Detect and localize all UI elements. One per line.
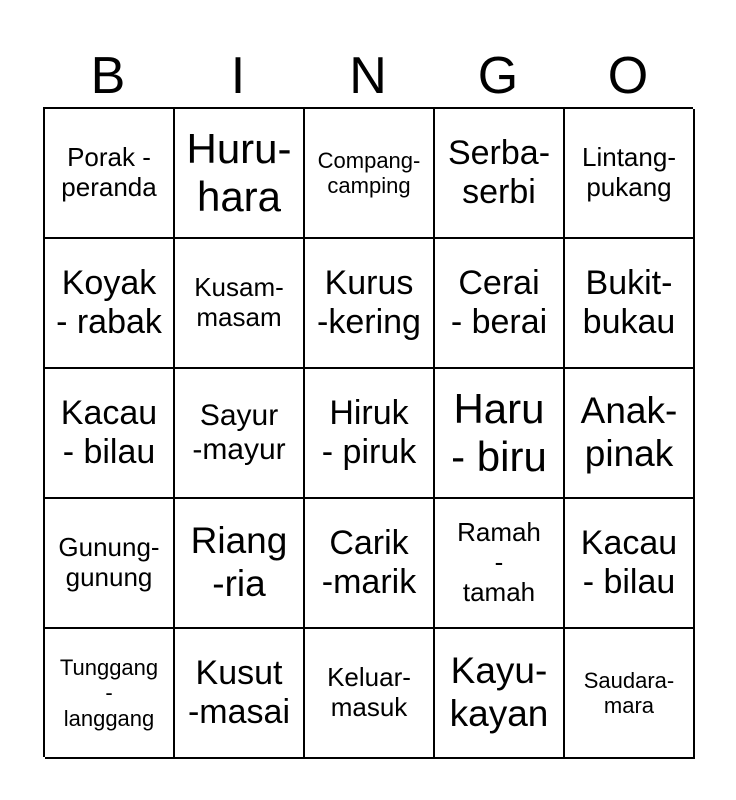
header-letter-b: B — [90, 47, 126, 105]
cell-text: Saudara- mara — [583, 667, 675, 718]
bingo-cell[interactable] — [305, 239, 435, 369]
bingo-cell[interactable] — [305, 109, 435, 239]
bingo-cell[interactable] — [565, 369, 695, 499]
bingo-cell[interactable] — [45, 239, 175, 369]
cell-text: Kacau - bilau — [580, 523, 678, 601]
cell-text: Hiruk - piruk — [321, 393, 417, 471]
cell-text: Kusut -masai — [187, 653, 291, 731]
bingo-cell[interactable] — [435, 109, 565, 239]
bingo-cell[interactable] — [565, 499, 695, 629]
header-letter-n: N — [349, 47, 387, 105]
header-letter-o: O — [607, 47, 649, 105]
bingo-cell[interactable] — [45, 109, 175, 239]
bingo-cell[interactable] — [45, 499, 175, 629]
bingo-cell[interactable] — [305, 499, 435, 629]
header-letter-g: G — [477, 47, 519, 105]
cell-text: Anak- pinak — [580, 390, 678, 474]
bingo-cell[interactable] — [435, 239, 565, 369]
bingo-cell[interactable] — [435, 369, 565, 499]
bingo-cell[interactable] — [175, 239, 305, 369]
bingo-cell[interactable] — [175, 109, 305, 239]
bingo-cell[interactable] — [305, 369, 435, 499]
cell-text: Kusam- masam — [194, 272, 284, 332]
cell-text: Serba- serbi — [447, 133, 551, 211]
bingo-cell[interactable] — [175, 629, 305, 759]
bingo-cell[interactable] — [565, 109, 695, 239]
bingo-card-grid — [43, 107, 693, 757]
bingo-cell[interactable] — [45, 629, 175, 759]
cell-text: Kurus -kering — [317, 263, 421, 341]
cell-text: Carik -marik — [321, 523, 417, 601]
cell-text: Tunggang - langgang — [59, 655, 159, 731]
cell-text: Lintang- pukang — [582, 142, 676, 202]
cell-text: Sayur -mayur — [192, 398, 286, 466]
bingo-cell[interactable] — [565, 239, 695, 369]
bingo-cell[interactable] — [435, 629, 565, 759]
cell-text: Bukit- bukau — [582, 263, 676, 341]
cell-text: Keluar- masuk — [327, 662, 411, 722]
bingo-cell[interactable] — [175, 499, 305, 629]
cell-text: Porak - peranda — [61, 142, 157, 202]
bingo-cell[interactable] — [45, 369, 175, 499]
bingo-cell[interactable] — [565, 629, 695, 759]
cell-text: Haru - biru — [451, 384, 547, 480]
cell-text: Koyak - rabak — [56, 263, 162, 341]
cell-text: Riang -ria — [190, 520, 288, 604]
bingo-cell[interactable] — [435, 499, 565, 629]
cell-text: Ramah - tamah — [457, 517, 541, 607]
bingo-header — [43, 44, 693, 108]
cell-text: Kacau - bilau — [60, 393, 158, 471]
bingo-cell[interactable] — [175, 369, 305, 499]
cell-text: Huru- hara — [186, 124, 292, 220]
cell-text: Gunung- gunung — [58, 532, 160, 592]
cell-text: Compang- camping — [317, 147, 421, 198]
bingo-cell[interactable] — [305, 629, 435, 759]
cell-text: Cerai - berai — [450, 263, 548, 341]
header-letter-i: I — [230, 47, 246, 105]
cell-text: Kayu- kayan — [449, 650, 549, 734]
